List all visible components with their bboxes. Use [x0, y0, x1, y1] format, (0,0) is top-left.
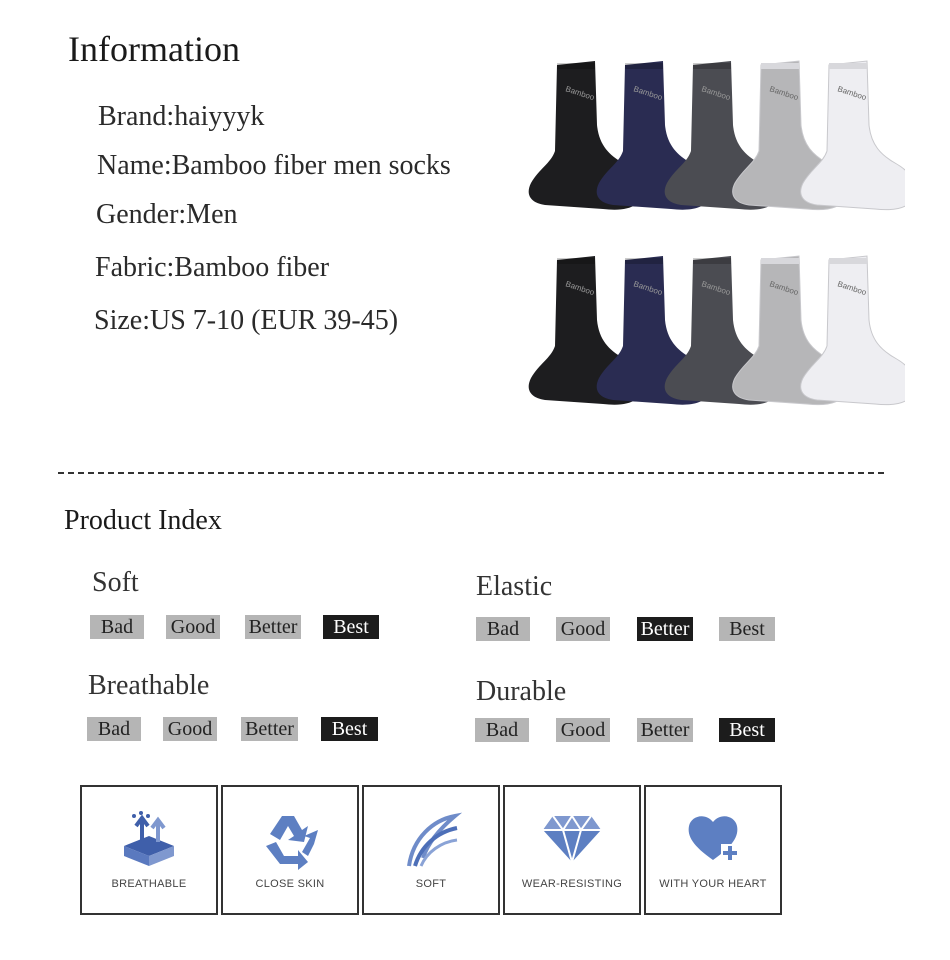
level-tag: Bad: [475, 718, 529, 742]
socks-product-image: [505, 55, 905, 420]
metric-breathable-label: Breathable: [88, 670, 210, 701]
level-tag: Best: [719, 617, 775, 641]
breathable-icon: [114, 808, 184, 874]
svg-text:Bamboo: Bamboo: [836, 84, 868, 103]
level-tag: Better: [637, 617, 693, 641]
svg-text:Bamboo: Bamboo: [632, 84, 664, 103]
metric-soft-label: Soft: [92, 567, 139, 598]
feather-icon: [399, 808, 463, 874]
sock: [801, 61, 905, 210]
feature-label: CLOSE SKIN: [255, 878, 325, 890]
spec-gender: Gender:Men: [96, 199, 238, 230]
level-tag: Best: [323, 615, 379, 639]
svg-text:Bamboo: Bamboo: [700, 279, 732, 298]
product-index-title: Product Index: [64, 505, 222, 536]
sock: [801, 256, 905, 405]
feature-breathable: [80, 785, 218, 915]
svg-text:Bamboo: Bamboo: [768, 279, 800, 298]
level-tag: Good: [166, 615, 220, 639]
metric-durable-label: Durable: [476, 676, 567, 707]
level-tag: Best: [719, 718, 775, 742]
spec-brand: Brand:haiyyyk: [98, 101, 265, 132]
level-tag: Bad: [476, 617, 530, 641]
heart-plus-icon: [683, 808, 743, 870]
svg-text:Bamboo: Bamboo: [768, 84, 800, 103]
feature-with-your-heart: [644, 785, 782, 915]
feature-label: BREATHABLE: [111, 878, 187, 890]
feature-wear-resisting: [503, 785, 641, 915]
svg-text:Bamboo: Bamboo: [700, 84, 732, 103]
level-tag: Best: [321, 717, 378, 741]
spec-size: Size:US 7-10 (EUR 39-45): [94, 305, 399, 336]
spec-fabric: Fabric:Bamboo fiber: [95, 252, 330, 283]
diamond-icon: [539, 808, 605, 868]
section-divider: [58, 472, 884, 474]
metric-elastic-label: Elastic: [476, 571, 553, 602]
feature-label: WEAR-RESISTING: [521, 878, 623, 890]
feature-label: WITH YOUR HEART: [659, 878, 767, 890]
recycle-icon: [258, 808, 322, 872]
level-tag: Better: [637, 718, 693, 742]
spec-name: Name:Bamboo fiber men socks: [97, 150, 451, 181]
level-tag: Good: [556, 617, 610, 641]
svg-text:Bamboo: Bamboo: [564, 84, 596, 103]
feature-soft: [362, 785, 500, 915]
level-tag: Bad: [90, 615, 144, 639]
level-tag: Bad: [87, 717, 141, 741]
level-tag: Better: [241, 717, 298, 741]
level-tag: Good: [556, 718, 610, 742]
feature-close-skin: [221, 785, 359, 915]
svg-text:Bamboo: Bamboo: [836, 279, 868, 298]
level-tag: Good: [163, 717, 217, 741]
feature-label: SOFT: [415, 878, 447, 890]
information-title: Information: [68, 29, 240, 69]
svg-text:Bamboo: Bamboo: [632, 279, 664, 298]
level-tag: Better: [245, 615, 301, 639]
svg-text:Bamboo: Bamboo: [564, 279, 596, 298]
